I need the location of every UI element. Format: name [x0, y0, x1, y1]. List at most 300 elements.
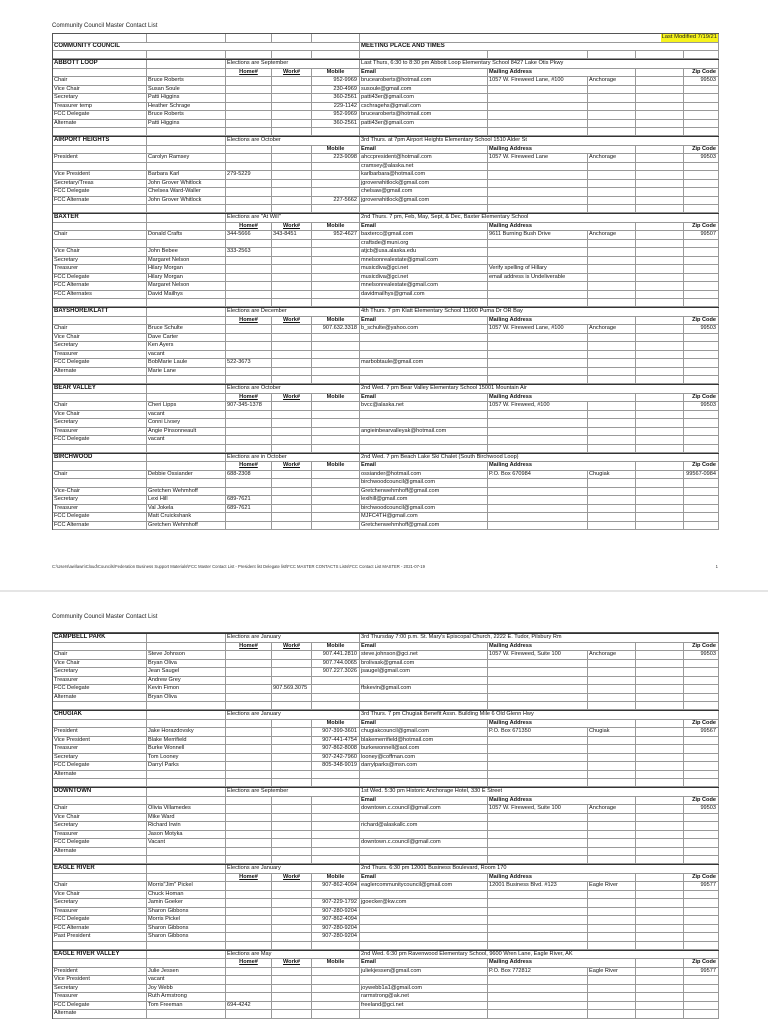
work-phone-cell [272, 479, 312, 487]
table-cell [684, 445, 719, 452]
table-row [53, 257, 719, 266]
table-cell [147, 445, 226, 452]
table-cell [636, 103, 684, 111]
elections-note: Elections are September [226, 60, 360, 68]
email-cell: brucearoberts@hotmail.com [360, 111, 488, 119]
email-cell: baxtercc@gmail.com [360, 231, 488, 239]
table-cell [360, 205, 488, 212]
zip-cell [684, 111, 719, 119]
work-phone-cell [272, 848, 312, 856]
zip-cell [684, 368, 719, 376]
mobile-phone-cell [312, 180, 360, 188]
city-cell [588, 848, 636, 856]
mailing-address-cell [488, 111, 588, 119]
mailing-address-cell [488, 651, 588, 659]
table-cell [636, 814, 684, 822]
council-name: DOWNTOWN [53, 788, 147, 796]
role-cell: FCC Alternates [53, 291, 147, 299]
meeting-place-header: MEETING PLACE AND TIMES [360, 43, 719, 51]
city-cell [588, 342, 636, 350]
table-cell [636, 171, 684, 179]
table-row [53, 265, 719, 274]
role-cell: Treasurer [53, 993, 147, 1001]
zip-header: Zip Code [684, 69, 719, 77]
role-cell: Treasurer [53, 428, 147, 436]
home-phone-cell [226, 1010, 272, 1018]
column-header-row [53, 720, 719, 729]
email-cell: marbobtaule@gmail.com [360, 359, 488, 367]
table-cell [636, 831, 684, 839]
email-cell: freeland@gci.net [360, 1002, 488, 1010]
table-cell [147, 394, 226, 402]
city-cell [588, 257, 636, 265]
role-cell: Secretary [53, 822, 147, 830]
meeting-info: 3rd Thurs. at 7pm Airport Heights Elementary School 1510 Alder St [360, 137, 719, 145]
name-cell: John Grover Whitlock [147, 197, 226, 205]
meeting-info: 2nd Wed. 7 pm Bear Valley Elementary School 15001 Mountain Air [360, 385, 719, 393]
work-header [272, 720, 312, 728]
mobile-phone-cell: 952-4627 [312, 231, 360, 239]
work-phone-cell [272, 899, 312, 907]
name-cell: Jean Saugel [147, 668, 226, 676]
city-cell [588, 522, 636, 530]
mobile-phone-cell [312, 496, 360, 504]
zip-header: Zip Code [684, 959, 719, 967]
zip-cell [684, 428, 719, 436]
mailing-header: Mailing Address [488, 462, 636, 470]
name-cell: Cheri Lipps [147, 402, 226, 410]
name-cell: Sharon Gibbons [147, 908, 226, 916]
email-cell: cschragehs@gmail.com [360, 103, 488, 111]
table-cell [636, 745, 684, 753]
work-phone-cell [272, 882, 312, 890]
work-phone-cell [272, 891, 312, 899]
zip-cell [684, 737, 719, 745]
table-cell [636, 411, 684, 419]
city-cell [588, 754, 636, 762]
role-cell: Secretary [53, 257, 147, 265]
mailing-address-cell [488, 334, 588, 342]
table-row [53, 505, 719, 514]
email-cell: angieinbearvalleyak@hotmail.com [360, 428, 488, 436]
city-cell: Anchorage [588, 651, 636, 659]
table-cell [636, 488, 684, 496]
table-cell [636, 959, 684, 967]
mailing-address: P.O. Box 671350 [489, 728, 531, 734]
table-cell [588, 702, 636, 709]
table-row [53, 342, 719, 351]
table-cell [636, 436, 684, 444]
home-phone-cell [226, 908, 272, 916]
table-cell [636, 299, 684, 306]
name-cell: Angie Pinsonneault [147, 428, 226, 436]
name-cell: Barbara Karl [147, 171, 226, 179]
email-cell: davidmailhys@gmail.com [360, 291, 488, 299]
table-cell [636, 368, 684, 376]
work-phone-cell [272, 359, 312, 367]
table-cell [636, 86, 684, 94]
table-cell [53, 34, 147, 42]
zip-cell [684, 976, 719, 984]
table-cell [636, 720, 684, 728]
email-cell: karlbarbara@hotmail.com [360, 171, 488, 179]
name-cell: Patti Higgins [147, 120, 226, 128]
mobile-header: Mobile [312, 146, 360, 154]
table-cell [272, 702, 312, 709]
table-cell [226, 51, 272, 58]
name-cell: Gretchen Wehmhoff [147, 488, 226, 496]
role-cell: Secretary [53, 985, 147, 993]
role-cell: FCC Alternate [53, 522, 147, 530]
work-header: Work# [272, 394, 312, 402]
table-cell [488, 128, 588, 135]
city-cell: Anchorage [588, 231, 636, 239]
email-cell: ossiander@hotmail.com [360, 471, 488, 479]
name-cell: Conni Livsey [147, 419, 226, 427]
zip-cell [684, 839, 719, 847]
city-cell [588, 197, 636, 205]
section-header-row [53, 307, 719, 317]
work-phone-cell [272, 77, 312, 85]
column-header-row [53, 317, 719, 326]
email-cell: brucearoberts@hotmail.com [360, 77, 488, 85]
table-cell [636, 479, 684, 487]
table-cell [147, 874, 226, 882]
role-cell: Treasurer [53, 831, 147, 839]
city-cell [588, 334, 636, 342]
mobile-phone-cell: 907.441.2810 [312, 651, 360, 659]
mobile-header: Mobile [312, 317, 360, 325]
table-cell [226, 445, 272, 452]
email-cell: jgroverwhitlock@gmail.com [360, 197, 488, 205]
table-cell [636, 205, 684, 212]
name-cell: Chuck Homan [147, 891, 226, 899]
table-cell [684, 779, 719, 786]
table-row [53, 891, 719, 900]
name-cell: Sharon Gibbons [147, 925, 226, 933]
council-name: AIRPORT HEIGHTS [53, 137, 147, 145]
elections-note: Elections are "At Will" [226, 214, 360, 222]
work-phone-cell [272, 257, 312, 265]
city-cell [588, 411, 636, 419]
mobile-phone-cell [312, 282, 360, 290]
home-phone-cell: 344-5666 [226, 231, 272, 239]
email-cell: patti43er@gmail.com [360, 94, 488, 102]
zip-cell [684, 103, 719, 111]
mobile-phone-cell [312, 814, 360, 822]
role-cell: Secretary [53, 496, 147, 504]
table-cell [588, 376, 636, 383]
table-cell [636, 265, 684, 273]
council-name: BEAR VALLEY [53, 385, 147, 393]
table-cell [636, 908, 684, 916]
home-phone-cell [226, 419, 272, 427]
role-cell: Treasurer [53, 505, 147, 513]
email-cell: chelsaw@gmail.com [360, 188, 488, 196]
city-cell: Anchorage [588, 325, 636, 333]
name-cell [147, 240, 226, 248]
name-cell: Bryan Oliva [147, 660, 226, 668]
mobile-phone-cell [312, 291, 360, 299]
name-cell [147, 479, 226, 487]
mailing-address-cell [488, 899, 588, 907]
mobile-phone-cell: 805-348-9019 [312, 762, 360, 770]
work-phone-cell [272, 839, 312, 847]
table-cell [588, 205, 636, 212]
table-row [53, 334, 719, 343]
email-header: Email [360, 959, 488, 967]
table-cell [147, 385, 226, 393]
work-phone-cell [272, 86, 312, 94]
home-header: Home# [226, 874, 272, 882]
table-row [53, 428, 719, 437]
work-phone-cell [272, 240, 312, 248]
mailing-address-cell [488, 831, 588, 839]
table-row [53, 291, 719, 300]
table-row [53, 754, 719, 763]
role-cell: FCC Delegate [53, 762, 147, 770]
mailing-address-cell [488, 916, 588, 924]
email-cell: craftsde@muni.org [360, 240, 488, 248]
table-cell [636, 737, 684, 745]
work-phone-cell [272, 351, 312, 359]
table-cell [53, 445, 147, 452]
table-row [53, 419, 719, 428]
email-cell: patti43er@gmail.com [360, 120, 488, 128]
mobile-phone-cell [312, 822, 360, 830]
table-row [53, 968, 719, 977]
work-header [272, 146, 312, 154]
work-phone-cell [272, 976, 312, 984]
table-cell [684, 376, 719, 383]
table-cell [636, 874, 684, 882]
table-cell [636, 342, 684, 350]
table-cell [147, 299, 226, 306]
email-cell: Gretchenwehmhoff@gmail.com [360, 522, 488, 530]
role-cell: Treasurer [53, 351, 147, 359]
table-cell [588, 445, 636, 452]
work-phone-cell [272, 265, 312, 273]
city-cell [588, 694, 636, 702]
name-cell: Darryl Parks [147, 762, 226, 770]
work-phone-cell [272, 822, 312, 830]
home-header: Home# [226, 317, 272, 325]
zip-cell [684, 496, 719, 504]
table-cell [226, 856, 272, 863]
role-cell [53, 479, 147, 487]
role-cell: Chair [53, 882, 147, 890]
table-row [53, 925, 719, 934]
section-header-row [53, 633, 719, 643]
table-cell [226, 128, 272, 135]
table-cell [272, 51, 312, 58]
work-phone-cell [272, 103, 312, 111]
work-phone-cell [272, 831, 312, 839]
home-phone-cell [226, 513, 272, 521]
email-header: Email [360, 394, 488, 402]
home-phone-cell [226, 677, 272, 685]
city-cell [588, 985, 636, 993]
zip-cell [684, 197, 719, 205]
section-header-row [53, 384, 719, 394]
table-cell [360, 779, 488, 786]
email-cell: jsaugel@gmail.com [360, 668, 488, 676]
role-cell: Alternate [53, 848, 147, 856]
role-cell: Treasurer temp [53, 103, 147, 111]
mailing-address-cell [488, 248, 588, 256]
email-header: Email [360, 874, 488, 882]
zip-cell [684, 814, 719, 822]
mobile-phone-cell [312, 334, 360, 342]
table-cell [147, 797, 226, 805]
mailing-address-cell [488, 754, 588, 762]
page-title: Community Council Master Contact List [52, 23, 158, 29]
work-phone-cell [272, 197, 312, 205]
table-cell [588, 299, 636, 306]
table-row [53, 436, 719, 445]
zip-cell [684, 677, 719, 685]
role-cell: Vice-Chair [53, 488, 147, 496]
mobile-phone-cell: 952-9969 [312, 111, 360, 119]
mailing-address-cell [488, 240, 588, 248]
table-cell [147, 128, 226, 135]
name-cell: Debbie Ossiander [147, 471, 226, 479]
work-header: Work# [272, 462, 312, 470]
mobile-phone-cell [312, 359, 360, 367]
zip-cell [684, 933, 719, 941]
home-phone-cell: 688-2308 [226, 471, 272, 479]
city-cell [588, 814, 636, 822]
spacer-row [53, 856, 719, 864]
table-cell [636, 77, 684, 85]
city-cell [588, 677, 636, 685]
table-cell [53, 128, 147, 135]
meeting-info: 2nd Wed. 6:30 pm Ravenwood Elementary School, 9600 Wren Lane, Eagle River, AK [360, 951, 719, 959]
mobile-phone-cell: 907-280-9204 [312, 908, 360, 916]
table-row [53, 77, 719, 86]
name-cell: Morris Pickel [147, 916, 226, 924]
email-header: Email [360, 223, 488, 231]
mailing-address-cell [488, 513, 588, 521]
city-cell [588, 505, 636, 513]
mailing-address-cell [488, 180, 588, 188]
table-row [53, 86, 719, 95]
table-cell [636, 445, 684, 452]
zip-cell [684, 436, 719, 444]
table-cell [684, 702, 719, 709]
zip-cell: 99503 [684, 77, 719, 85]
elections-note: Elections are January [226, 865, 360, 873]
home-phone-cell [226, 94, 272, 102]
email-cell: looney@coffman.com [360, 754, 488, 762]
home-phone-cell [226, 488, 272, 496]
table-cell [147, 60, 226, 68]
work-phone-cell [272, 985, 312, 993]
zip-cell [684, 660, 719, 668]
mobile-phone-cell [312, 479, 360, 487]
work-phone-cell [272, 745, 312, 753]
mobile-phone-cell [312, 805, 360, 813]
zip-cell [684, 522, 719, 530]
mobile-phone-cell [312, 240, 360, 248]
table-cell [360, 376, 488, 383]
table-cell [636, 916, 684, 924]
zip-cell [684, 351, 719, 359]
name-cell [147, 848, 226, 856]
mailing-address-cell [488, 745, 588, 753]
table-cell [636, 728, 684, 736]
city-cell [588, 1002, 636, 1010]
name-cell: Bruce Roberts [147, 111, 226, 119]
home-phone-cell [226, 428, 272, 436]
section-header-row [53, 213, 719, 223]
mobile-phone-cell [312, 677, 360, 685]
role-cell: FCC Delegate [53, 111, 147, 119]
city-cell [588, 916, 636, 924]
table-cell [147, 34, 226, 42]
role-cell: Secretary [53, 668, 147, 676]
table-row [53, 351, 719, 360]
table-cell [636, 805, 684, 813]
home-header [226, 797, 272, 805]
role-cell: Secretary [53, 899, 147, 907]
work-phone-cell [272, 163, 312, 171]
table-cell [226, 779, 272, 786]
table-cell [636, 334, 684, 342]
last-modified-badge: Last Modified 7/19/21 [661, 34, 717, 40]
city-cell [588, 771, 636, 779]
name-cell: vacant [147, 436, 226, 444]
work-phone-cell [272, 908, 312, 916]
name-cell: Ken Ayers [147, 342, 226, 350]
email-cell [360, 831, 488, 839]
role-cell: Vice Chair [53, 411, 147, 419]
work-phone-cell [272, 771, 312, 779]
work-phone-cell [272, 968, 312, 976]
council-name: EAGLE RIVER [53, 865, 147, 873]
email-cell [360, 411, 488, 419]
email-cell [360, 1010, 488, 1018]
spacer-row [53, 299, 719, 307]
city-cell: Anchorage [588, 154, 636, 162]
mobile-phone-cell [312, 513, 360, 521]
role-cell: FCC Delegate [53, 513, 147, 521]
city-cell [588, 86, 636, 94]
mailing-address-cell [488, 993, 588, 1001]
table-row [53, 651, 719, 660]
mailing-address-cell [488, 479, 588, 487]
city-cell [588, 685, 636, 693]
home-phone-cell: 522-3673 [226, 359, 272, 367]
zip-cell [684, 359, 719, 367]
city-cell [588, 274, 636, 282]
home-phone-cell [226, 822, 272, 830]
spacer-row [53, 942, 719, 950]
table-cell [312, 856, 360, 863]
column-header-row [53, 223, 719, 232]
email-cell: musicdiva@gci.net [360, 274, 488, 282]
table-cell [53, 874, 147, 882]
mobile-phone-cell: 907-862-8008 [312, 745, 360, 753]
table-cell [636, 111, 684, 119]
zip-cell [684, 505, 719, 513]
table-cell [636, 839, 684, 847]
home-phone-cell [226, 899, 272, 907]
name-cell: John Bebee [147, 248, 226, 256]
home-phone-cell [226, 848, 272, 856]
email-cell: juliekjessen@gmail.com [360, 968, 488, 976]
city-cell [588, 265, 636, 273]
